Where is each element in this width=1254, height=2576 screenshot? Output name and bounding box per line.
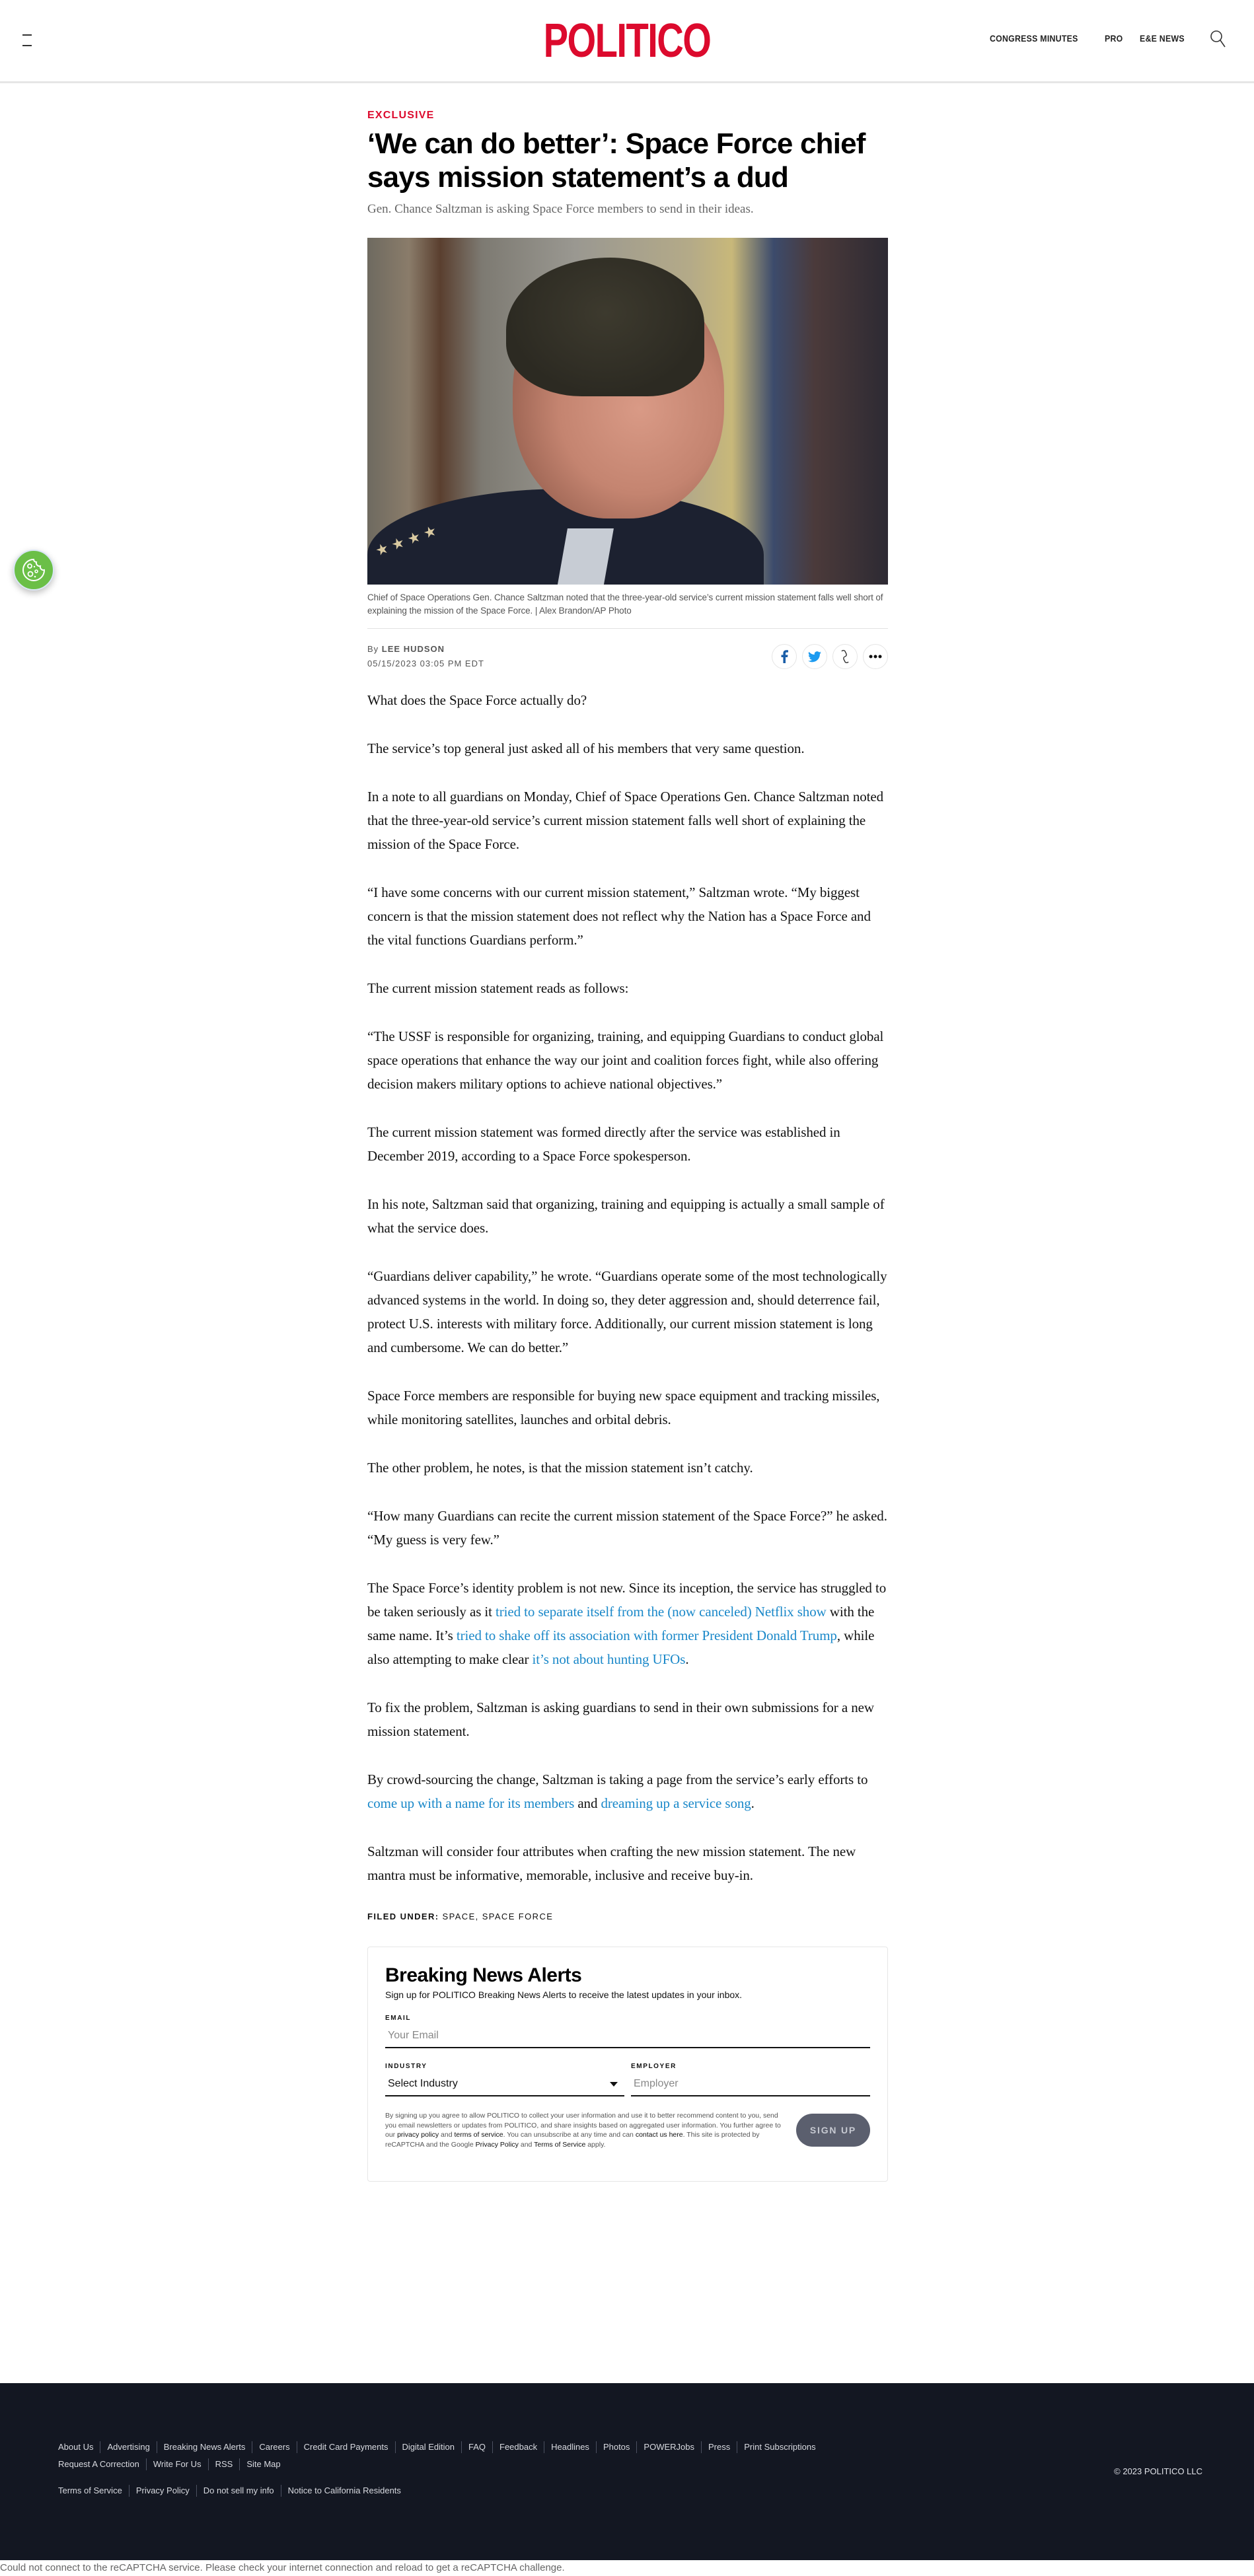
byline — [367, 642, 484, 671]
footer-link[interactable]: Request A Correction — [58, 2459, 139, 2469]
footer-link[interactable]: Write For Us — [146, 2458, 208, 2470]
inline-article-link[interactable]: tried to separate itself from the (now canceled) Netflix show — [496, 1604, 827, 1620]
employer-label: EMPLOYER — [631, 2063, 677, 2070]
article-paragraph: What does the Space Force actually do? — [367, 692, 587, 708]
article-paragraph: To fix the problem, Saltzman is asking guardians to send in their own submissions for a new mission statement. — [367, 1699, 874, 1739]
employer-field[interactable] — [631, 2070, 870, 2096]
article-paragraph: Space Force members are responsible for buying new space equipment and tracking missiles, while monitoring satellites, launches and orbital debris. — [367, 1388, 880, 1427]
footer-link[interactable]: Breaking News Alerts — [157, 2441, 252, 2453]
signup-legal-text: By signing up you agree to allow POLITICO to collect your user information and use it to better recommend content to you, send you email newsletters or updates from POLITICO, and share insights based on aggregated user information. You further agree to our privacy policy and terms of service. You can unsubscribe at any time and can contact us here. This site is protected by reCAPTCHA and the Google Privacy Policy and Terms of Service apply. — [385, 2112, 781, 2149]
article-paragraph: “Guardians deliver capability,” he wrote. “Guardians operate some of the most technologically advanced systems in the world. In doing so, they deter aggression and, should deterrence fail, protect U.S. interests with military force. Additionally, our current mission statement is long and cumbersome. We can do better.” — [367, 1268, 887, 1355]
twitter-share-button[interactable] — [802, 644, 827, 669]
facebook-icon — [780, 650, 788, 663]
divider — [367, 628, 888, 629]
footer-legal-link[interactable]: Notice to California Residents — [281, 2485, 408, 2497]
terms-of-service-link[interactable]: terms of service — [454, 2131, 503, 2139]
privacy-policy-link[interactable]: privacy policy — [397, 2131, 439, 2139]
inline-article-link[interactable]: tried to shake off its association with former President Donald Trump — [456, 1628, 837, 1643]
lead-photo: ★★★★ — [367, 238, 888, 585]
politico-logo[interactable]: POLITICO — [543, 15, 711, 67]
article-paragraph: In a note to all guardians on Monday, Chief of Space Operations Gen. Chance Saltzman noted that the three-year-old service’s current mission statement falls well short of explaining the mission of the Space Force. — [367, 789, 884, 852]
article-body — [367, 688, 888, 1887]
byline-row — [367, 642, 888, 671]
site-footer — [0, 2383, 1254, 2560]
copyright: © 2023 POLITICO LLC — [1114, 2466, 1202, 2476]
top-nav — [990, 33, 1191, 44]
cookie-icon — [20, 557, 47, 583]
footer-link[interactable]: About Us — [58, 2442, 94, 2452]
more-icon — [869, 655, 882, 659]
nav-congress-minutes[interactable]: CONGRESS MINUTES — [989, 33, 1078, 44]
photo-caption: Chief of Space Operations Gen. Chance Saltzman noted that the three-year-old service’s current mission statement falls well short of explaining the mission of the Space Force. | Alex Brandon/AP Photo — [367, 592, 883, 616]
google-terms-link[interactable]: Terms of Service — [534, 2140, 586, 2149]
tag-space-force[interactable]: SPACE FORCE — [482, 1912, 554, 1921]
filed-under: FILED UNDER: SPACE, SPACE FORCE — [367, 1912, 554, 1921]
copy-link-button[interactable] — [832, 644, 858, 669]
footer-links — [58, 2441, 917, 2502]
author-link[interactable]: LEE HUDSON — [381, 644, 445, 654]
inline-article-link[interactable]: dreaming up a service song — [601, 1795, 751, 1811]
footer-link[interactable]: Digital Edition — [395, 2441, 462, 2453]
footer-link[interactable]: POWERJobs — [636, 2441, 701, 2453]
search-icon[interactable] — [1209, 29, 1228, 49]
article-paragraph: The current mission statement reads as follows: — [367, 980, 629, 996]
recaptcha-error-message: Could not connect to the reCAPTCHA service. Please check your internet connection and reload to get a reCAPTCHA challenge. — [0, 2560, 1254, 2576]
twitter-icon — [808, 651, 821, 662]
article-paragraph: The Space Force’s identity problem is not new. Since its inception, the service has struggled to be taken seriously as it tried to separate itself from the (now canceled) Netflix show with the same name. It’s tried to shake off its association with former President Donald Trump, while also attempting to make clear it’s not about hunting UFOs. — [367, 1580, 887, 1667]
industry-selected-value: Select Industry — [388, 2078, 458, 2089]
footer-link[interactable]: Photos — [596, 2441, 636, 2453]
footer-link[interactable]: Press — [701, 2441, 737, 2453]
inline-article-link[interactable]: come up with a name for its members — [367, 1795, 575, 1811]
headline: ‘We can do better’: Space Force chief says mission statement’s a dud — [367, 127, 866, 194]
cookie-settings-button[interactable] — [13, 550, 54, 590]
footer-link[interactable]: Credit Card Payments — [297, 2441, 395, 2453]
industry-select[interactable] — [385, 2070, 624, 2096]
newsletter-title: Breaking News Alerts — [385, 1964, 582, 1986]
article-paragraph: “How many Guardians can recite the current mission statement of the Space Force?” he asked. “My guess is very few.” — [367, 1508, 887, 1548]
subheadline: Gen. Chance Saltzman is asking Space Force members to send in their ideas. — [367, 202, 754, 216]
timestamp: 05/15/2023 03:05 PM EDT — [367, 659, 484, 668]
footer-legal-link[interactable]: Do not sell my info — [196, 2485, 281, 2497]
article — [367, 110, 888, 2182]
footer-legal-link[interactable]: Terms of Service — [58, 2486, 122, 2495]
breaking-news-signup — [367, 1947, 888, 2182]
footer-link[interactable]: Site Map — [239, 2458, 287, 2470]
article-paragraph: In his note, Saltzman said that organizing, training and equipping is actually a small sample of what the service does. — [367, 1196, 885, 1236]
newsletter-subtitle: Sign up for POLITICO Breaking News Alerts to receive the latest updates in your inbox. — [385, 1989, 743, 2000]
footer-link[interactable]: Advertising — [100, 2441, 156, 2453]
footer-link[interactable]: Careers — [252, 2441, 296, 2453]
article-paragraph: The current mission statement was formed directly after the service was established in December 2019, according to a Space Force spokesperson. — [367, 1124, 840, 1164]
site-header — [0, 0, 1254, 83]
tag-space[interactable]: SPACE — [442, 1912, 476, 1921]
article-paragraph: By crowd-sourcing the change, Saltzman is taking a page from the service’s early efforts to come up with a name for its members and dreaming up a service song. — [367, 1771, 868, 1811]
hamburger-menu-icon[interactable] — [22, 34, 36, 49]
article-paragraph: “The USSF is responsible for organizing, training, and equipping Guardians to conduct global space operations that enhance the way our joint and coalition forces fight, while also offering decision makers military options to achieve national objectives.” — [367, 1028, 884, 1092]
industry-label: INDUSTRY — [385, 2063, 427, 2070]
contact-us-link[interactable]: contact us here — [635, 2131, 683, 2139]
link-icon — [838, 649, 852, 664]
footer-link[interactable]: RSS — [208, 2458, 240, 2470]
footer-link[interactable]: Headlines — [544, 2441, 596, 2453]
footer-link[interactable]: FAQ — [461, 2441, 492, 2453]
facebook-share-button[interactable] — [772, 644, 797, 669]
sign-up-button[interactable]: SIGN UP — [796, 2114, 870, 2147]
inline-article-link[interactable]: it’s not about hunting UFOs — [532, 1651, 686, 1667]
more-share-options-button[interactable] — [863, 644, 888, 669]
footer-link[interactable]: Print Subscriptions — [737, 2441, 822, 2453]
nav-ee-news[interactable]: E&E NEWS — [1139, 33, 1185, 44]
footer-link[interactable]: Feedback — [492, 2441, 544, 2453]
caret-down-icon — [610, 2082, 618, 2087]
footer-legal-link[interactable]: Privacy Policy — [129, 2485, 196, 2497]
article-paragraph: The service’s top general just asked all of his members that very same question. — [367, 740, 805, 756]
share-buttons — [772, 644, 888, 669]
byline-prefix: By — [367, 644, 379, 654]
article-paragraph: Saltzman will consider four attributes when crafting the new mission statement. The new mantra must be informative, memorable, inclusive and receive buy-in. — [367, 1843, 856, 1883]
email-label: EMAIL — [385, 2015, 412, 2022]
article-paragraph: “I have some concerns with our current mission statement,” Saltzman wrote. “My biggest concern is that the mission statement does not reflect why the Nation has a Space Force and the vital functions Guardians perform.” — [367, 884, 871, 948]
article-paragraph: The other problem, he notes, is that the mission statement isn’t catchy. — [367, 1460, 753, 1476]
nav-pro[interactable]: PRO — [1104, 33, 1123, 44]
filed-under-label: FILED UNDER: — [367, 1912, 439, 1921]
exclusive-label: EXCLUSIVE — [367, 110, 435, 121]
email-field[interactable] — [385, 2022, 870, 2048]
google-privacy-policy-link[interactable]: Privacy Policy — [475, 2140, 519, 2149]
